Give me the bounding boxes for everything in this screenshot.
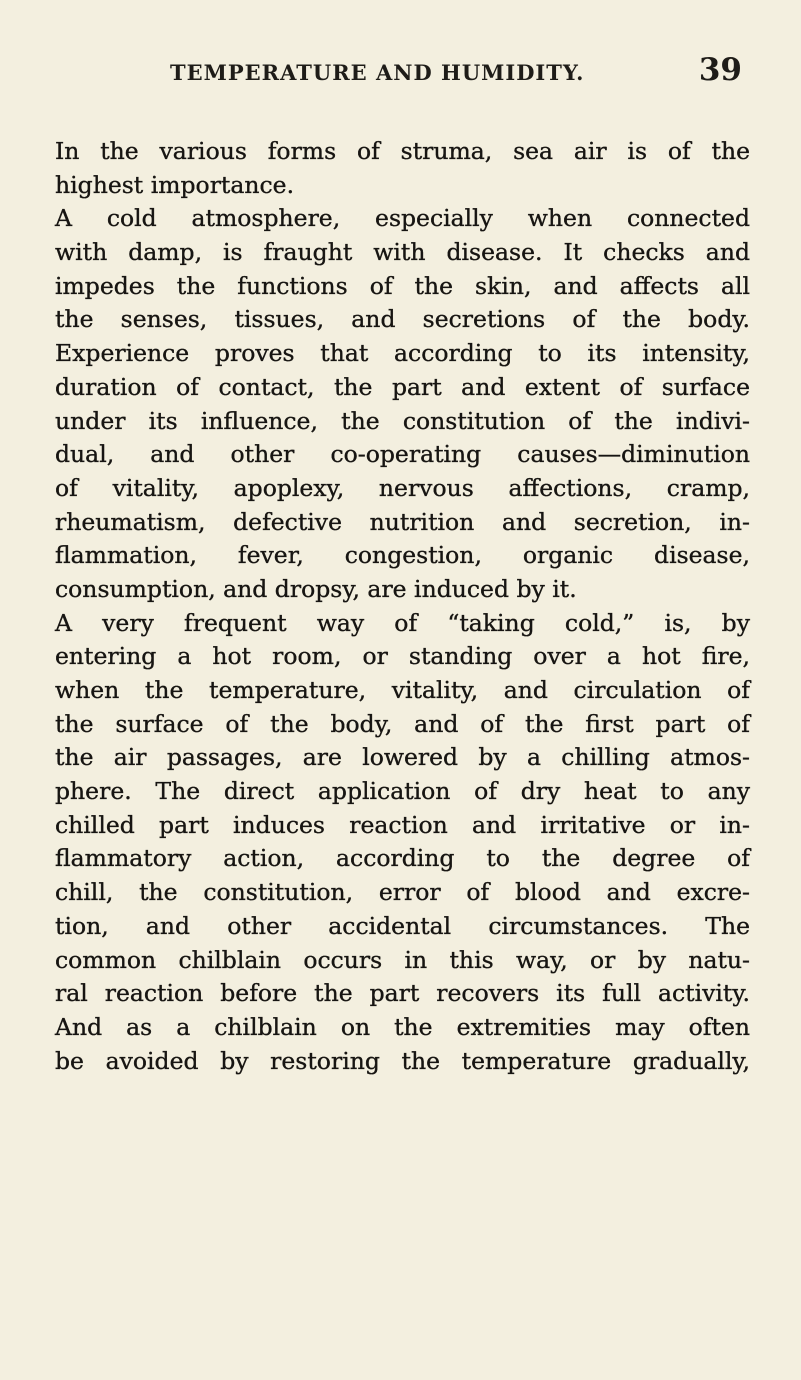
text-line: the surface of the body, and of the first part of <box>55 709 750 738</box>
running-head: TEMPERATURE AND HUMIDITY. <box>170 60 585 85</box>
text-line: under its influence, the constitution of the indivi- <box>55 406 750 435</box>
text-line: In the various forms of struma, sea air is of the <box>55 137 750 165</box>
text-line: of vitality, apoplexy, nervous affections, cramp, <box>55 473 750 502</box>
text-line: A cold atmosphere, especially when connected <box>55 204 750 233</box>
text-line: impedes the functions of the skin, and affects all <box>55 271 750 300</box>
text-line: rheumatism, defective nutrition and secretion, in- <box>55 507 750 536</box>
text-line: dual, and other co-operating causes—diminution <box>55 440 750 469</box>
page-number: 39 <box>698 52 742 88</box>
text-line: chilled part induces reaction and irritative or in- <box>55 810 750 839</box>
text-line: when the temperature, vitality, and circulation of <box>55 676 750 704</box>
text-line: phere. The direct application of dry heat to any <box>55 777 750 806</box>
body-text <box>55 135 750 1078</box>
text-line: the air passages, are lowered by a chilling atmos- <box>55 743 750 772</box>
text-line: ral reaction before the part recovers its full activity. <box>55 979 750 1008</box>
text-line: highest importance. <box>55 170 295 199</box>
text-line: entering a hot room, or standing over a hot fire, <box>55 642 750 671</box>
text-line: common chilblain occurs in this way, or by natu- <box>55 945 750 974</box>
text-line: be avoided by restoring the temperature gradually, <box>55 1046 750 1075</box>
page-header <box>170 52 742 92</box>
text-line: with damp, is fraught with disease. It checks and <box>55 238 750 267</box>
text-line: And as a chilblain on the extremities may often <box>55 1012 750 1041</box>
text-line: consumption, and dropsy, are induced by it. <box>55 574 577 603</box>
text-line: duration of contact, the part and extent of surface <box>55 372 750 401</box>
text-line: the senses, tissues, and secretions of the body. <box>55 305 750 334</box>
text-line: flammatory action, according to the degree of <box>55 844 750 873</box>
text-line: chill, the constitution, error of blood and excre- <box>55 878 750 907</box>
text-line: A very frequent way of “taking cold,” is, by <box>55 608 750 637</box>
text-line: Experience proves that according to its intensity, <box>55 339 750 368</box>
text-line: flammation, fever, congestion, organic disease, <box>55 541 750 570</box>
text-line: tion, and other accidental circumstances. The <box>55 911 750 940</box>
